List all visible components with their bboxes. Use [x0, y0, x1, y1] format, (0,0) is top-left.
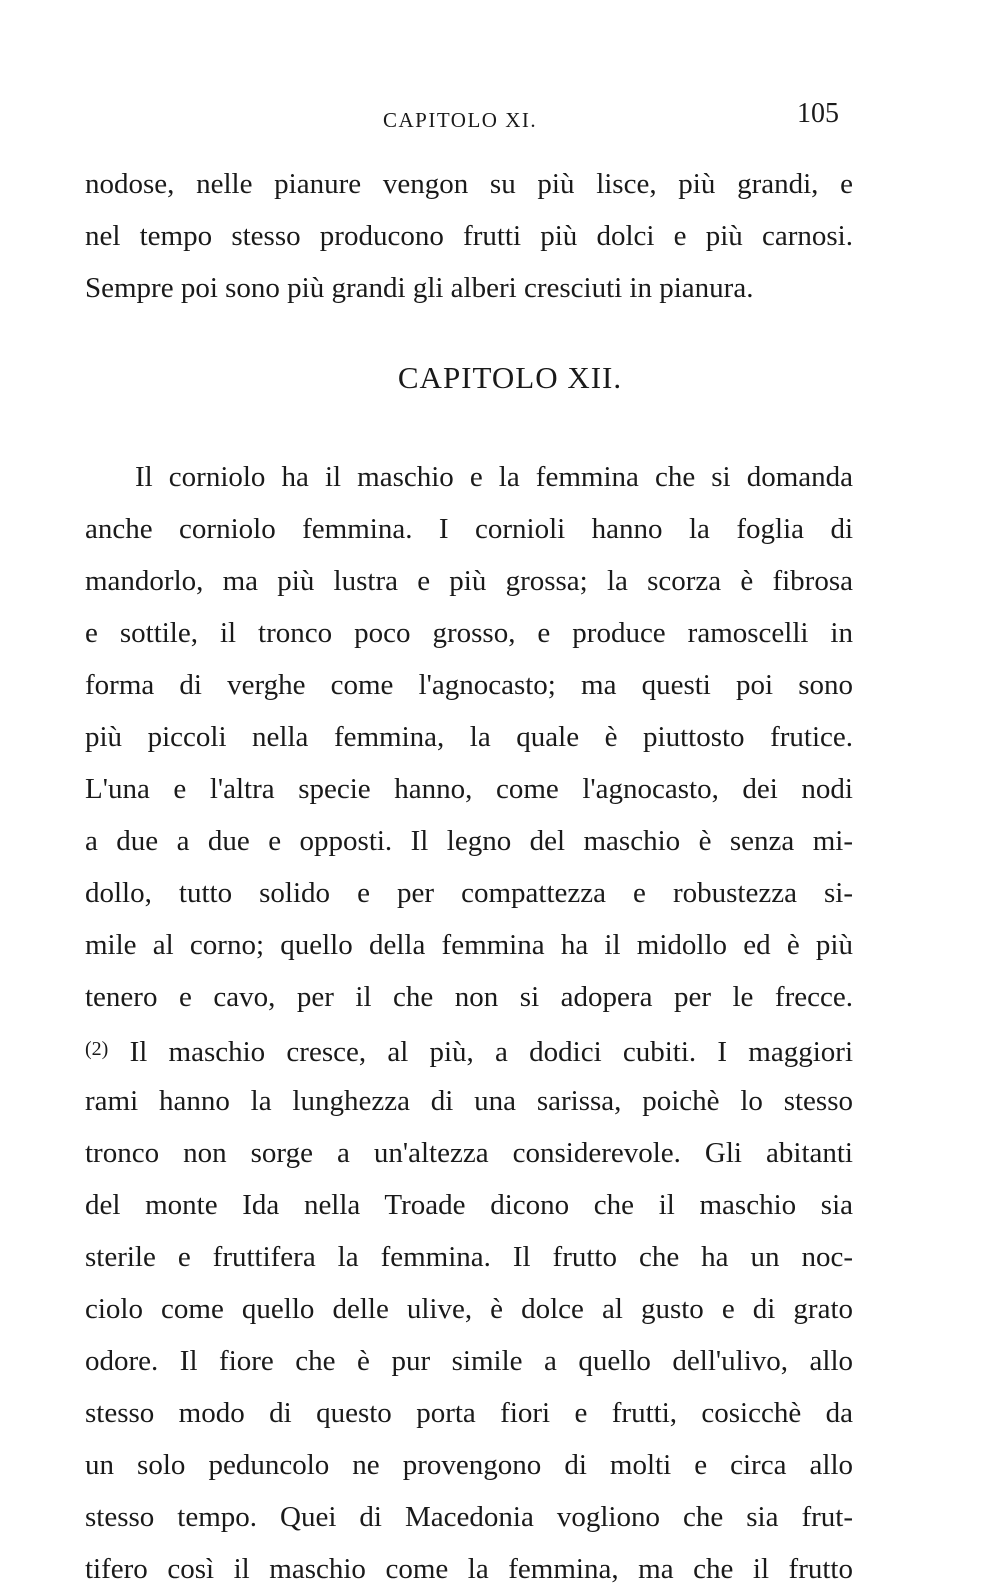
continuation-paragraph — [85, 158, 853, 314]
text-line: a due a due e opposti. Il legno del maschio è senza mi- — [85, 825, 853, 857]
text-line: L'una e l'altra specie hanno, come l'agnocasto, dei nodi — [85, 773, 853, 805]
text-line: nel tempo stesso producono frutti più dolci e più carnosi. — [85, 220, 853, 252]
text-line: un solo peduncolo ne provengono di molti e circa allo — [85, 1449, 853, 1481]
text-line: Sempre poi sono più grandi gli alberi cresciuti in pianura. — [85, 272, 754, 304]
text-line: sterile e fruttifera la femmina. Il frutto che ha un noc- — [85, 1241, 853, 1273]
text-line: tifero così il maschio come la femmina, ma che il frutto — [85, 1553, 853, 1585]
text-line: più piccoli nella femmina, la quale è piuttosto frutice. — [85, 721, 853, 753]
running-title: CAPITOLO XI. — [383, 108, 538, 132]
note-marker: (2) — [85, 1038, 109, 1060]
text-line: mile al corno; quello della femmina ha il midollo ed è più — [85, 929, 853, 961]
text-line: e sottile, il tronco poco grosso, e produce ramoscelli in — [85, 617, 853, 649]
text-line: odore. Il fiore che è pur simile a quello dell'ulivo, allo — [85, 1345, 853, 1377]
text-line: forma di verghe come l'agnocasto; ma questi poi sono — [85, 669, 853, 701]
text-line: nodose, nelle pianure vengon su più lisce, più grandi, e — [85, 168, 853, 200]
running-head — [0, 98, 1000, 134]
text-line: ciolo come quello delle ulive, è dolce al gusto e di grato — [85, 1293, 853, 1325]
text-line-with-note — [85, 1023, 853, 1075]
text-line: stesso tempo. Quei di Macedonia vogliono che sia frut- — [85, 1501, 853, 1533]
text-line: tenero e cavo, per il che non si adopera per le frecce. — [85, 981, 853, 1013]
text-line: del monte Ida nella Troade dicono che il maschio sia — [85, 1189, 853, 1221]
text-line: anche corniolo femmina. I cornioli hanno la foglia di — [85, 513, 853, 545]
chapter-paragraph — [85, 451, 853, 1595]
chapter-heading: CAPITOLO XII. — [397, 360, 623, 395]
text-line: tronco non sorge a un'altezza considerevole. Gli abitanti — [85, 1137, 853, 1169]
text-line: stesso modo di questo porta fiori e frutti, cosicchè da — [85, 1397, 853, 1429]
text-line: rami hanno la lunghezza di una sarissa, poichè lo stesso — [85, 1085, 853, 1117]
text-line: Il corniolo ha il maschio e la femmina che si domanda — [135, 461, 853, 493]
note-line-text: Il maschio cresce, al più, a dodici cubiti. I maggiori — [129, 1036, 854, 1068]
text-line: mandorlo, ma più lustra e più grossa; la scorza è fibrosa — [85, 565, 853, 597]
page-number: 105 — [797, 98, 839, 129]
text-line: dollo, tutto solido e per compattezza e robustezza si- — [85, 877, 853, 909]
